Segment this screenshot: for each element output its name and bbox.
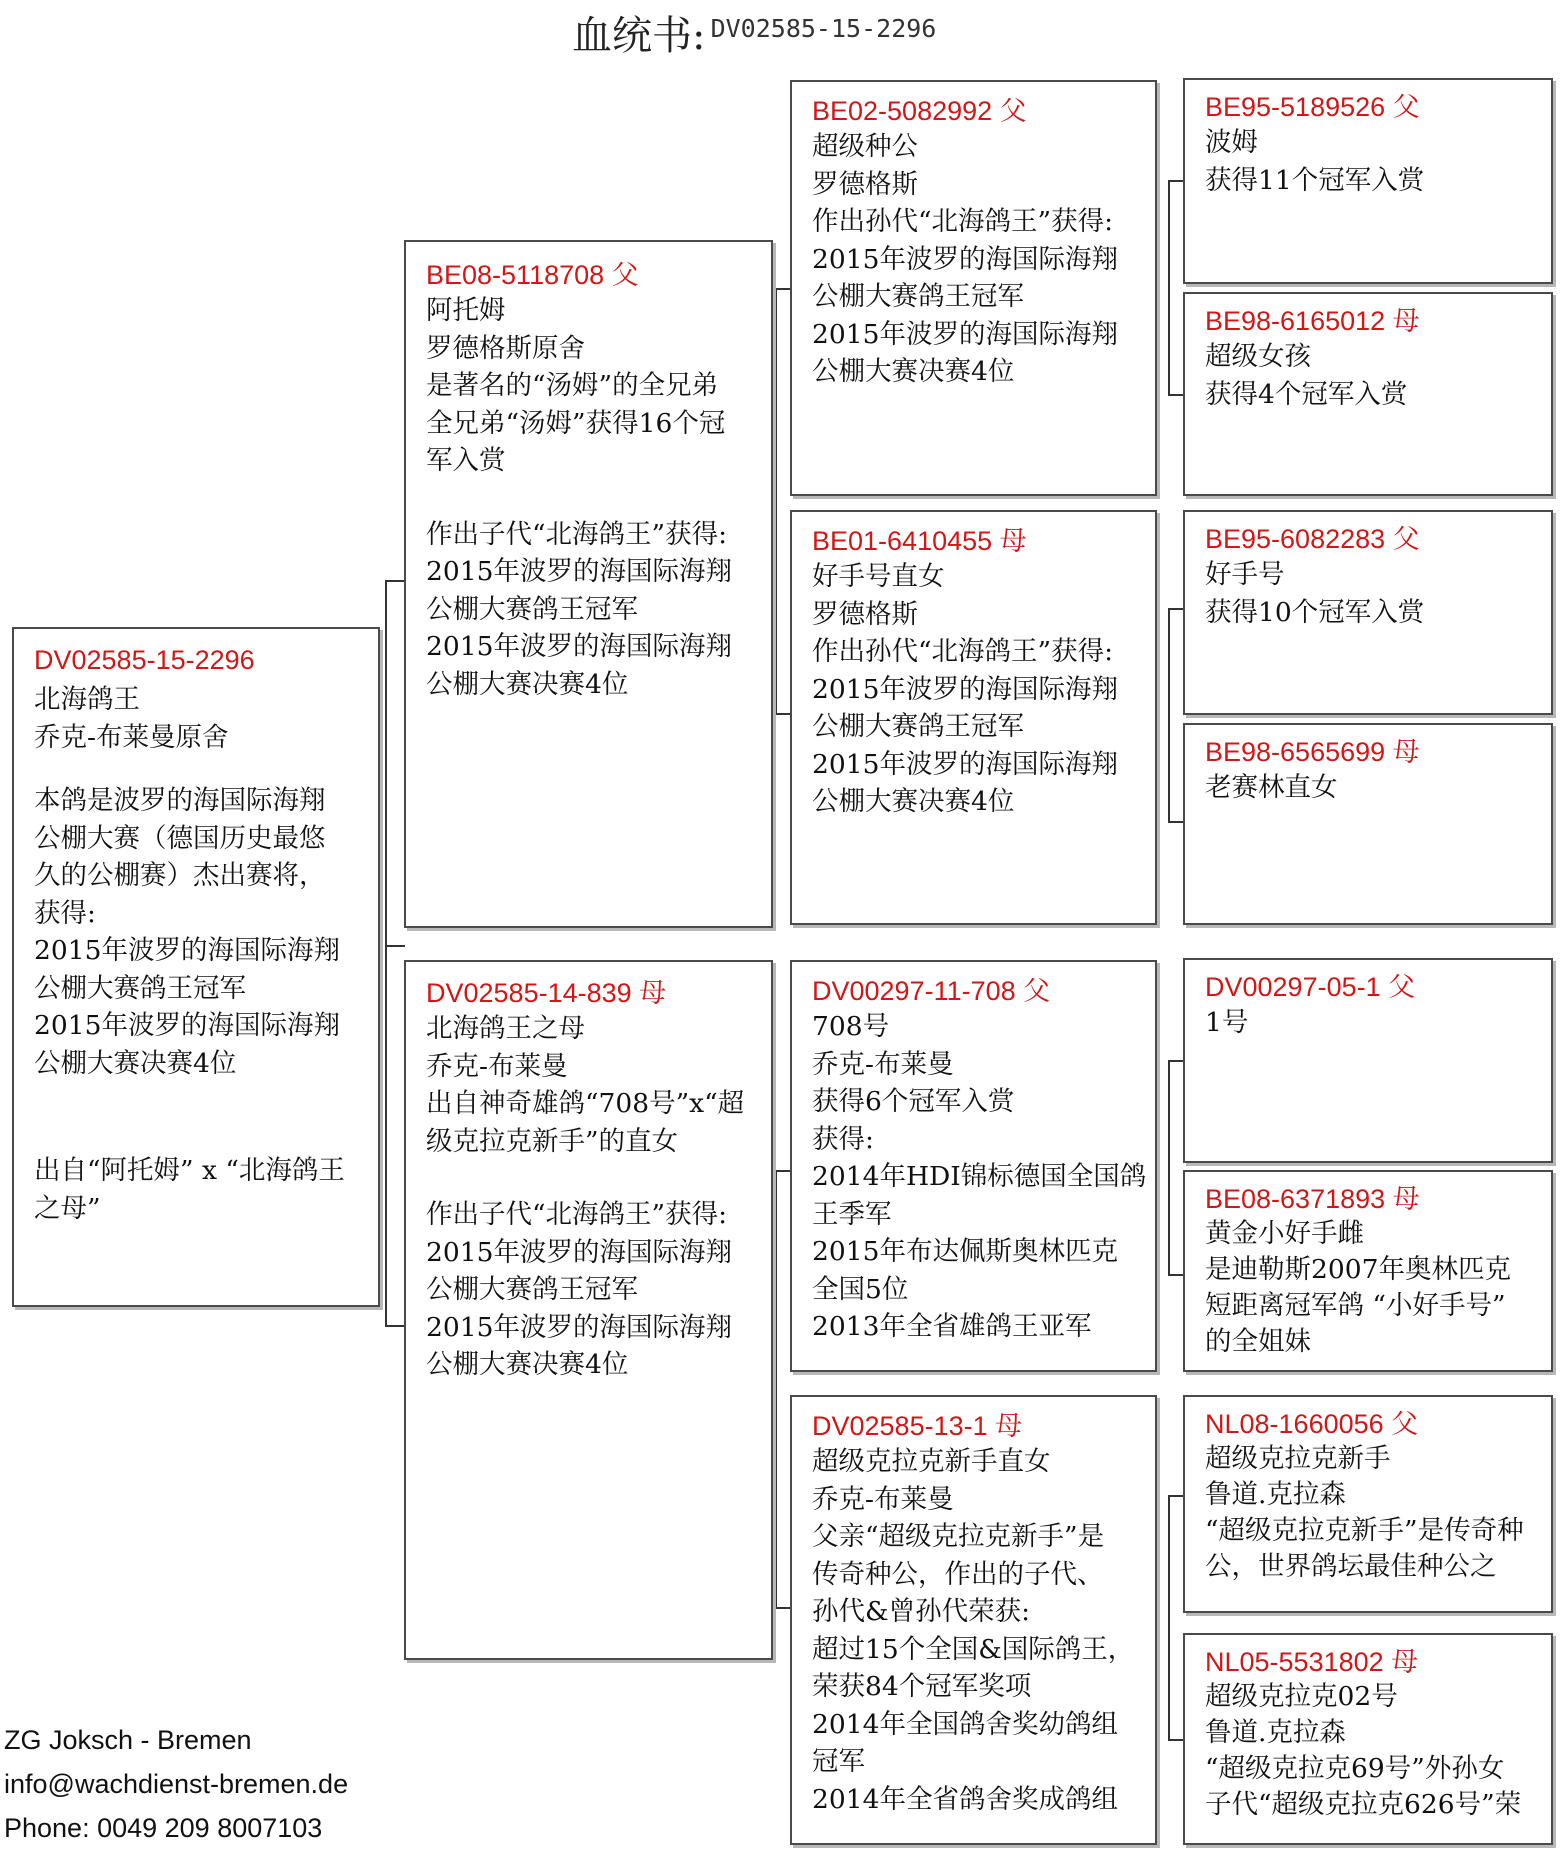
- ring-number: BE95-6082283 父: [1205, 524, 1420, 554]
- card-line: 罗德格斯: [812, 168, 918, 200]
- card-line: 罗德格斯: [812, 598, 918, 630]
- card-line: 公，世界鸽坛最佳种公之: [1205, 1551, 1497, 1582]
- title-label: 血统书:: [572, 13, 706, 59]
- card-line: 2015年波罗的海国际海翔: [426, 1236, 732, 1268]
- card-line: 孙代&曾孙代荣获:: [812, 1596, 1031, 1627]
- card-line: 全兄弟“汤姆”获得16个冠: [426, 407, 726, 439]
- card-line: 708号: [812, 1011, 890, 1042]
- card-line: 是著名的“汤姆”的全兄弟: [426, 370, 719, 401]
- connector: [1168, 180, 1183, 182]
- card-line: 鲁道.克拉森: [1205, 1479, 1346, 1510]
- card-line: 公棚大赛决赛4位: [426, 668, 629, 700]
- card-line: 父亲“超级克拉克新手”是: [812, 1521, 1105, 1552]
- card-line: 公棚大赛鸽王冠军: [812, 281, 1024, 312]
- breeder-name: ZG Joksch - Bremen: [4, 1725, 252, 1755]
- connector: [385, 580, 405, 582]
- connector: [1168, 1060, 1183, 1062]
- page-title: [572, 4, 936, 61]
- card-line: 2015年波罗的海国际海翔: [812, 748, 1118, 780]
- ring-number: DV00297-05-1 父: [1205, 972, 1416, 1002]
- connector: [1168, 180, 1170, 395]
- card-line: 2015年波罗的海国际海翔: [34, 1010, 340, 1041]
- connector: [775, 713, 791, 715]
- card-line: 军入赏: [426, 445, 506, 476]
- card-line: 2015年波罗的海国际海翔: [812, 243, 1118, 275]
- card-line: 乔克-布莱曼原舍: [34, 721, 229, 753]
- connector: [775, 288, 777, 714]
- pedigree-card-sss: [1183, 78, 1553, 284]
- contact-phone: Phone: 0049 209 8007103: [4, 1813, 323, 1843]
- card-line: 公棚大赛决赛4位: [426, 1349, 629, 1380]
- card-line: 乔克-布莱曼: [426, 1050, 568, 1082]
- card-line: 荣获84个冠军奖项: [812, 1671, 1032, 1702]
- card-line: 传奇种公，作出的子代、: [812, 1558, 1104, 1590]
- card-line: 北海鸽王之母: [426, 1013, 585, 1044]
- card-line: 鲁道.克拉森: [1205, 1717, 1346, 1748]
- card-line: 超级克拉克新手: [1205, 1443, 1391, 1474]
- pedigree-card-sdd: [1183, 723, 1553, 925]
- connector: [1168, 608, 1170, 822]
- card-line: 乔克-布莱曼: [812, 1483, 954, 1515]
- pedigree-card-sd: [790, 510, 1157, 925]
- card-line: 2015年波罗的海国际海翔: [426, 631, 732, 662]
- card-line: 作出孙代“北海鸽王”获得:: [812, 636, 1114, 667]
- connector: [1168, 1060, 1170, 1275]
- card-line: 2014年HDI锦标德国全国鸽: [812, 1161, 1147, 1192]
- ring-number: NL05-5531802 母: [1205, 1647, 1419, 1677]
- card-line: 2015年波罗的海国际海翔: [812, 318, 1118, 350]
- pedigree-card-dsd: [1183, 1170, 1553, 1372]
- card-line: 公棚大赛鸽王冠军: [812, 711, 1024, 742]
- pedigree-card-sds: [1183, 510, 1553, 715]
- card-line: 公棚大赛决赛4位: [812, 356, 1015, 387]
- ring-number: DV02585-13-1 母: [812, 1411, 1023, 1441]
- connector: [1168, 821, 1183, 823]
- ring-number: BE98-6165012 母: [1205, 306, 1420, 336]
- card-line: 超级女孩: [1205, 341, 1311, 372]
- card-line: 北海鸽王: [34, 684, 140, 715]
- card-line: 2014年全省鸽舍奖成鸽组: [812, 1783, 1118, 1815]
- card-line: 2015年波罗的海国际海翔: [426, 556, 732, 587]
- card-line: 公棚大赛鸽王冠军: [426, 1274, 638, 1305]
- card-line: 公棚大赛决赛4位: [812, 786, 1015, 817]
- connector: [775, 1607, 791, 1609]
- ring-number: DV02585-15-2296: [34, 645, 255, 675]
- card-line: 王季军: [812, 1198, 892, 1230]
- card-line: 全国5位: [812, 1273, 909, 1305]
- card-line: 获得6个冠军入赏: [812, 1086, 1015, 1117]
- card-line: 超级克拉克新手直女: [812, 1446, 1051, 1477]
- card-line: 公棚大赛鸽王冠军: [34, 972, 246, 1004]
- card-line: 级克拉克新手”的直女: [426, 1125, 679, 1157]
- card-line: 老赛林直女: [1205, 772, 1338, 803]
- connector: [1168, 394, 1183, 396]
- card-line: 冠军: [812, 1746, 865, 1777]
- card-line: 获得11个冠军入赏: [1205, 164, 1425, 196]
- contact-footer: [4, 1718, 348, 1850]
- title-id: DV02585-15-2296: [710, 14, 937, 43]
- card-line: 久的公棚赛）杰出赛将，: [34, 860, 326, 891]
- ring-number: DV02585-14-839 母: [426, 978, 667, 1008]
- ring-number: BE08-6371893 母: [1205, 1184, 1420, 1214]
- pedigree-card-ddd: [1183, 1633, 1553, 1845]
- card-line: 2015年波罗的海国际海翔: [34, 935, 340, 966]
- card-line: 获得:: [34, 897, 96, 929]
- card-line: 2014年全国鸽舍奖幼鸽组: [812, 1708, 1118, 1740]
- ring-number: BE01-6410455 母: [812, 526, 1027, 556]
- card-line: 黄金小好手雌: [1205, 1218, 1364, 1249]
- connector: [1168, 1495, 1183, 1497]
- card-line: 1号: [1205, 1007, 1249, 1038]
- card-line: 阿托姆: [426, 295, 506, 326]
- card-line: 超级克拉克02号: [1205, 1681, 1398, 1712]
- card-line: 超级种公: [812, 131, 918, 162]
- connector: [385, 580, 387, 1326]
- card-line: 之母”: [34, 1192, 101, 1224]
- card-line: 是迪勒斯2007年奥林匹克: [1205, 1254, 1511, 1285]
- pedigree-card-subject: [12, 627, 380, 1307]
- connector: [385, 945, 405, 947]
- card-line: 乔克-布莱曼: [812, 1048, 954, 1080]
- card-line: “超级克拉克69号”外孙女: [1205, 1753, 1505, 1784]
- contact-email[interactable]: info@wachdienst-bremen.de: [4, 1769, 349, 1799]
- connector: [775, 1170, 777, 1608]
- card-line: 罗德格斯原舍: [426, 332, 585, 364]
- card-line: 超过15个全国&国际鸽王，: [812, 1633, 1135, 1665]
- card-line: 获得4个冠军入赏: [1205, 378, 1408, 410]
- ring-number: BE98-6565699 母: [1205, 737, 1420, 767]
- pedigree-card-dss: [1183, 958, 1553, 1163]
- card-line: 作出子代“北海鸽王”获得:: [426, 1199, 728, 1230]
- card-line: 的全姐妹: [1205, 1326, 1311, 1357]
- card-line: 公棚大赛（德国历史最悠: [34, 822, 326, 854]
- ring-number: BE08-5118708 父: [426, 260, 639, 290]
- connector: [775, 1170, 791, 1172]
- pedigree-card-sire: [404, 240, 773, 928]
- card-line: 获得:: [812, 1123, 874, 1155]
- pedigree-card-dd: [790, 1395, 1157, 1845]
- card-line: 本鸽是波罗的海国际海翔: [34, 785, 326, 816]
- card-line: 短距离冠军鸽 “小好手号”: [1205, 1290, 1506, 1321]
- pedigree-card-ds: [790, 960, 1157, 1372]
- connector: [775, 288, 791, 290]
- ring-number: DV00297-11-708 父: [812, 976, 1051, 1006]
- card-line: 获得10个冠军入赏: [1205, 596, 1425, 628]
- card-line: 好手号直女: [812, 561, 945, 592]
- pedigree-card-ss: [790, 80, 1157, 496]
- card-line: 出自“阿托姆” x “北海鸽王: [34, 1155, 345, 1186]
- card-line: 出自神奇雄鸽“708号”x“超: [426, 1088, 745, 1119]
- connector: [1168, 1274, 1183, 1276]
- connector: [1168, 1739, 1183, 1741]
- card-line: 公棚大赛决赛4位: [34, 1047, 237, 1079]
- card-line: 子代“超级克拉克626号”荣: [1205, 1789, 1522, 1820]
- card-line: 2015年布达佩斯奥林匹克: [812, 1236, 1118, 1267]
- card-line: 2013年全省雄鸽王亚军: [812, 1311, 1092, 1342]
- pedigree-card-dds: [1183, 1395, 1553, 1613]
- card-line: 2015年波罗的海国际海翔: [812, 673, 1118, 705]
- card-line: 2015年波罗的海国际海翔: [426, 1311, 732, 1343]
- ring-number: NL08-1660056 父: [1205, 1409, 1419, 1439]
- connector: [1168, 608, 1183, 610]
- ring-number: BE02-5082992 父: [812, 96, 1027, 126]
- card-line: 波姆: [1205, 127, 1258, 158]
- card-line: 好手号: [1205, 559, 1285, 590]
- card-line: “超级克拉克新手”是传奇种: [1205, 1515, 1524, 1546]
- card-line: 作出孙代“北海鸽王”获得:: [812, 206, 1114, 237]
- pedigree-card-ssd: [1183, 292, 1553, 496]
- ring-number: BE95-5189526 父: [1205, 92, 1420, 122]
- connector: [1168, 1495, 1170, 1740]
- card-line: 公棚大赛鸽王冠军: [426, 593, 638, 625]
- card-line: 作出子代“北海鸽王”获得:: [426, 518, 728, 550]
- connector: [385, 1325, 405, 1327]
- pedigree-card-dam: [404, 960, 773, 1660]
